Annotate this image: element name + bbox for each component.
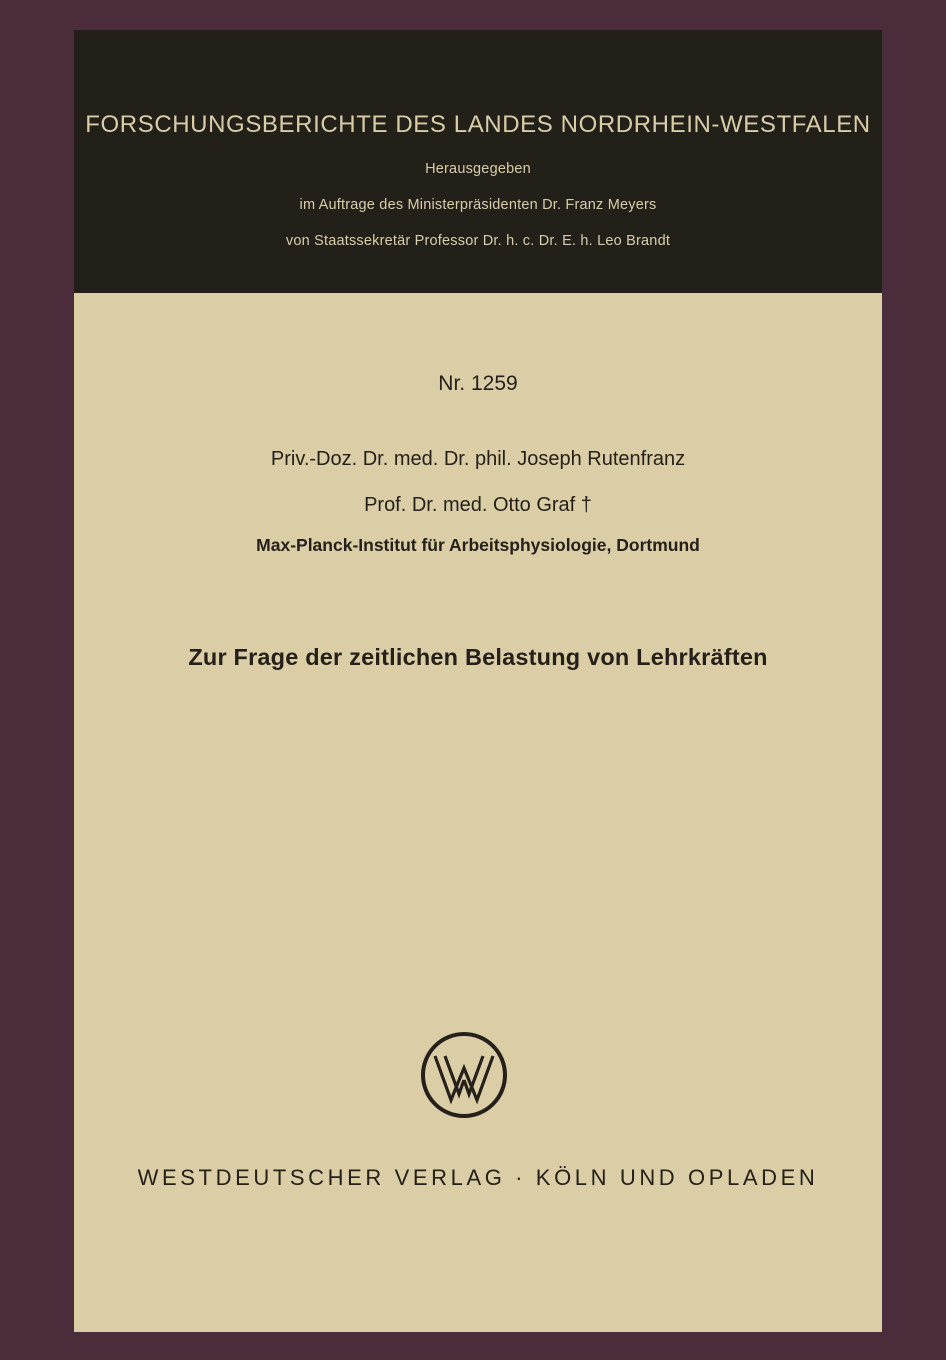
editor-line-2: im Auftrage des Ministerpräsidenten Dr. Franz Meyers xyxy=(299,197,657,213)
publisher-logo-icon xyxy=(419,1030,509,1120)
publisher-imprint: WESTDEUTSCHER VERLAG · KÖLN UND OPLADEN xyxy=(137,1165,819,1190)
editor-line-3: von Staatssekretär Professor Dr. h. c. Dr. E. h. Leo Brandt xyxy=(285,233,671,249)
author-1: Priv.-Doz. Dr. med. Dr. phil. Joseph Rutenfranz xyxy=(270,448,686,470)
editor-line-1: Herausgegeben xyxy=(425,161,531,177)
book-cover xyxy=(74,30,882,1332)
report-number: Nr. 1259 xyxy=(438,372,518,395)
book-title: Zur Frage der zeitlichen Belastung von Lehrkräften xyxy=(188,644,768,670)
series-title: FORSCHUNGSBERICHTE DES LANDES NORDRHEIN-WESTFALEN xyxy=(85,111,871,138)
institute: Max-Planck-Institut für Arbeitsphysiologie, Dortmund xyxy=(256,535,700,555)
cover-header xyxy=(74,30,882,293)
author-2: Prof. Dr. med. Otto Graf † xyxy=(364,494,592,516)
